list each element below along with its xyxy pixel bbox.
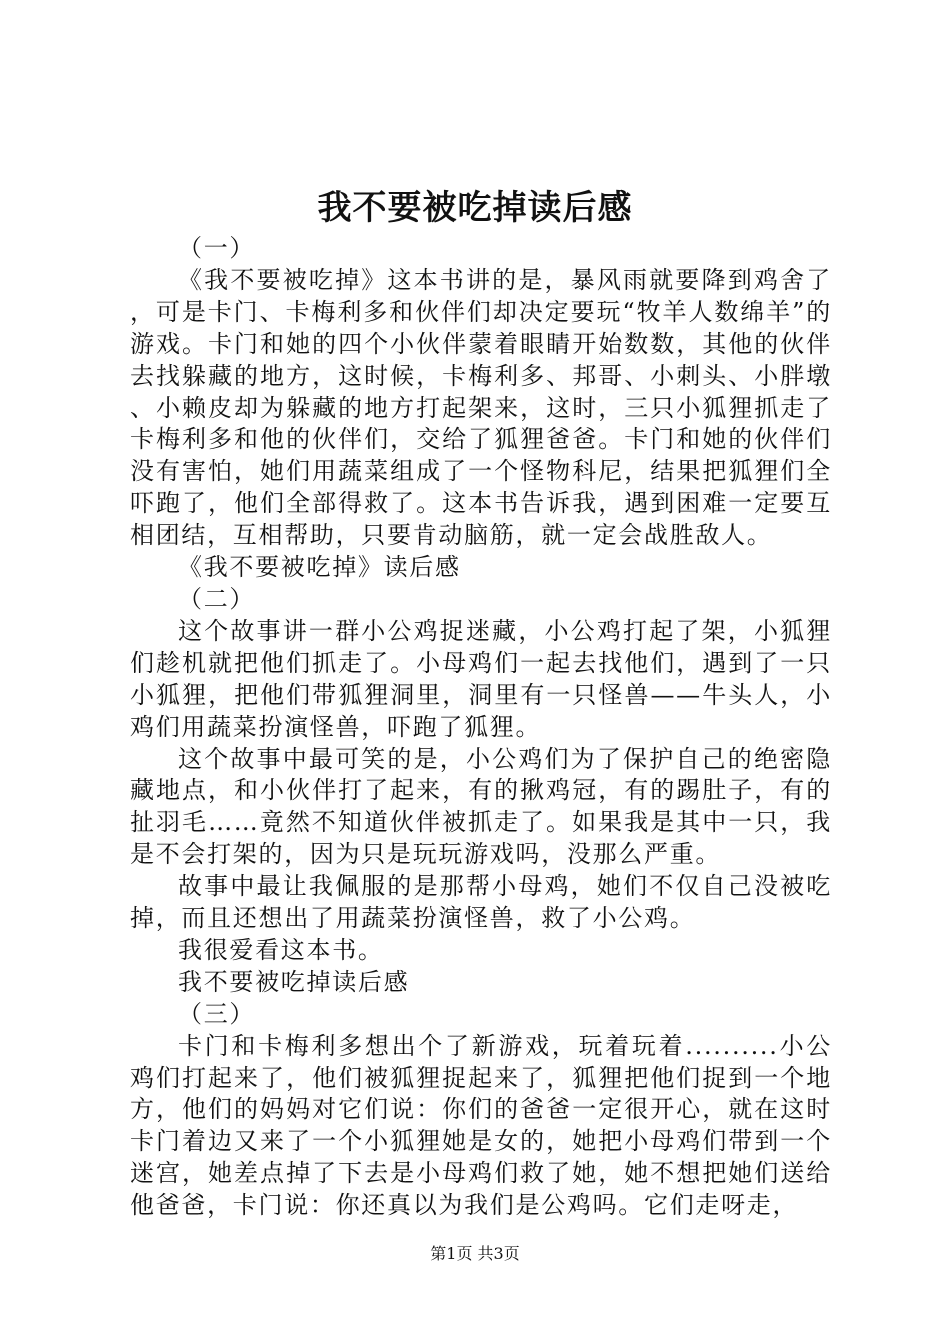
document-title: 我不要被吃掉读后感 (317, 188, 633, 228)
paragraph: 卡门和卡梅利多想出个了新游戏，玩着玩着..........小公鸡们打起来了，他们被狐狸捉起来了，狐狸把他们捉到一个地方，他们的妈妈对它们说：你们的爸爸一定很开心，就在这时卡门着边又来了一个小狐狸她是女的，她把小母鸡们带到一个迷宫，她差点掉了下去是小母鸡们救了她，她不想把她们送给他爸爸，卡门说：你还真以为我们是公鸡吗。它们走呀走， (130, 1031, 832, 1220)
section-subtitle: 我不要被吃掉读后感 (178, 967, 410, 996)
document-body (130, 233, 832, 1222)
section-heading-1: （一） (178, 234, 256, 262)
paragraph: 故事中最让我佩服的是那帮小母鸡，她们不仅自己没被吃掉，而且还想出了用蔬菜扮演怪兽，救了小公鸡。 (130, 872, 832, 933)
section-heading-3: （三） (178, 999, 256, 1028)
paragraph: 这个故事讲一群小公鸡捉迷藏，小公鸡打起了架，小狐狸们趁机就把他们抓走了。小母鸡们一起去找他们，遇到了一只小狐狸，把他们带狐狸洞里，洞里有一只怪兽——牛头人，小鸡们用蔬菜扮演怪兽，吓跑了狐狸。 (130, 616, 832, 741)
section-heading-2: （二） (178, 584, 256, 613)
paragraph: 《我不要被吃掉》这本书讲的是，暴风雨就要降到鸡舍了，可是卡门、卡梅利多和伙伴们却决定要玩“牧羊人数绵羊”的游戏。卡门和她的四个小伙伴蒙着眼睛开始数数，其他的伙伴去找躲藏的地方，这时候，卡梅利多、邦哥、小刺头、小胖墩、小赖皮却为躲藏的地方打起架来，这时，三只小狐狸抓走了卡梅利多和他的伙伴们，交给了狐狸爸爸。卡门和她的伙伴们没有害怕，她们用蔬菜组成了一个怪物科尼，结果把狐狸们全吓跑了，他们全部得救了。这本书告诉我，遇到困难一定要互相团结，互相帮助，只要肯动脑筋，就一定会战胜敌人。 (130, 265, 832, 550)
section-subtitle: 《我不要被吃掉》读后感 (178, 553, 461, 582)
paragraph: 我很爱看这本书。 (178, 935, 384, 964)
page-number-footer: 第1页 共3页 (430, 1244, 520, 1263)
paragraph: 这个故事中最可笑的是，小公鸡们为了保护自己的绝密隐藏地点，和小伙伴打了起来，有的揪鸡冠，有的踢肚子，有的扯羽毛……竟然不知道伙伴被抓走了。如果我是其中一只，我是不会打架的，因为只是玩玩游戏吗，没那么严重。 (130, 744, 832, 869)
